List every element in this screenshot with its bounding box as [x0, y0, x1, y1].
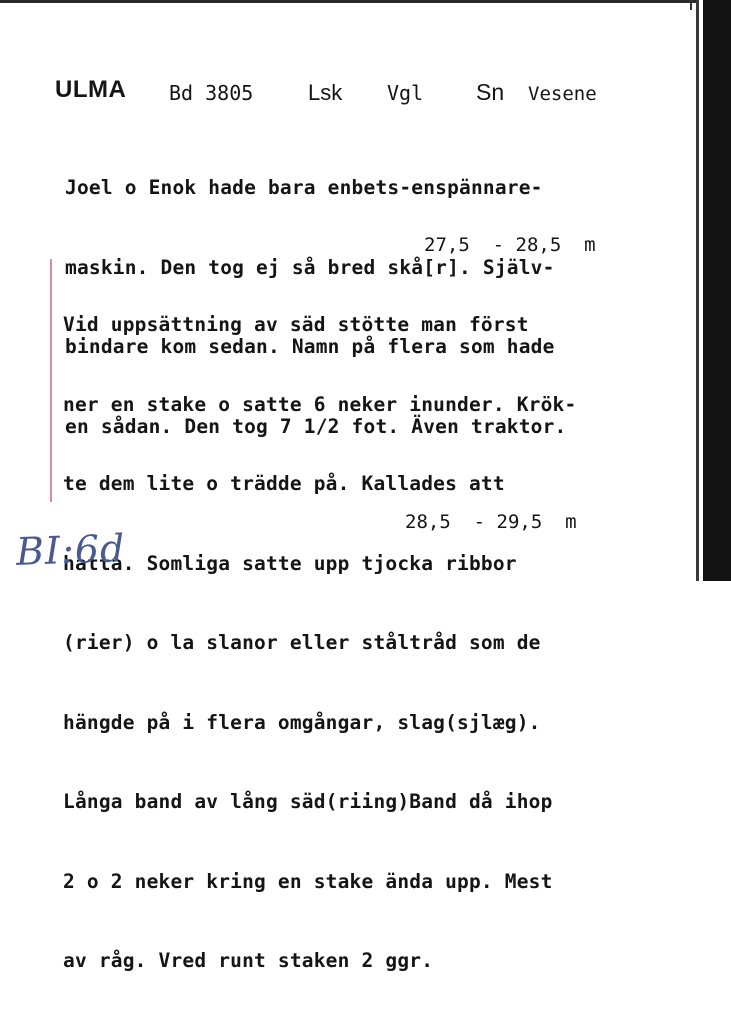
right-edge-border [703, 0, 731, 581]
text-line: Långa band av lång säd(riing)Band då ihop [63, 790, 553, 813]
text-line: 2 o 2 neker kring en stake ända upp. Mest [63, 869, 553, 893]
text-line: te dem lite o trädde på. Kallades att [63, 472, 505, 495]
top-border [0, 0, 700, 3]
text-line: bindare kom sedan. Namn på flera som hade [65, 335, 555, 358]
paragraph-2 [63, 259, 663, 1028]
text-line: (rier) o la slanor eller ståltråd som de [63, 631, 541, 654]
text-line: ner en stake o satte 6 neker inunder. Krök- [63, 392, 577, 416]
reference-number: Bd 3805 [169, 81, 254, 105]
text-line: Vid uppsättning av säd stötte man först [63, 313, 529, 336]
text-line: av råg. Vred runt staken 2 ggr. [63, 949, 434, 972]
text-line: Joel o Enok hade bara enbets-enspännare- [65, 176, 543, 199]
text-line: hatta. Somliga satte upp tjocka ribbor [63, 551, 517, 575]
margin-line [50, 259, 52, 502]
measure-2: 28,5 - 29,5 m [405, 511, 577, 533]
parish-abbr: Sn [476, 79, 505, 105]
text-line: en sådan. Den tog 7 1/2 fot. Även traktor. [65, 414, 567, 438]
corner-tick [690, 0, 692, 10]
measure-1: 27,5 - 28,5 m [424, 234, 596, 256]
card-header [55, 76, 655, 110]
keyword: ULMA [55, 76, 127, 103]
handwritten-annotation: BI:6d [15, 526, 126, 574]
region: Lsk [308, 80, 343, 105]
text-line: maskin. Den tog ej så bred skå[r]. Själv- [65, 255, 555, 279]
text-line: hängde på i flera omgångar, slag(sjlæg). [63, 710, 541, 734]
district: Vgl [387, 81, 424, 105]
parish: Vesene [528, 83, 597, 105]
